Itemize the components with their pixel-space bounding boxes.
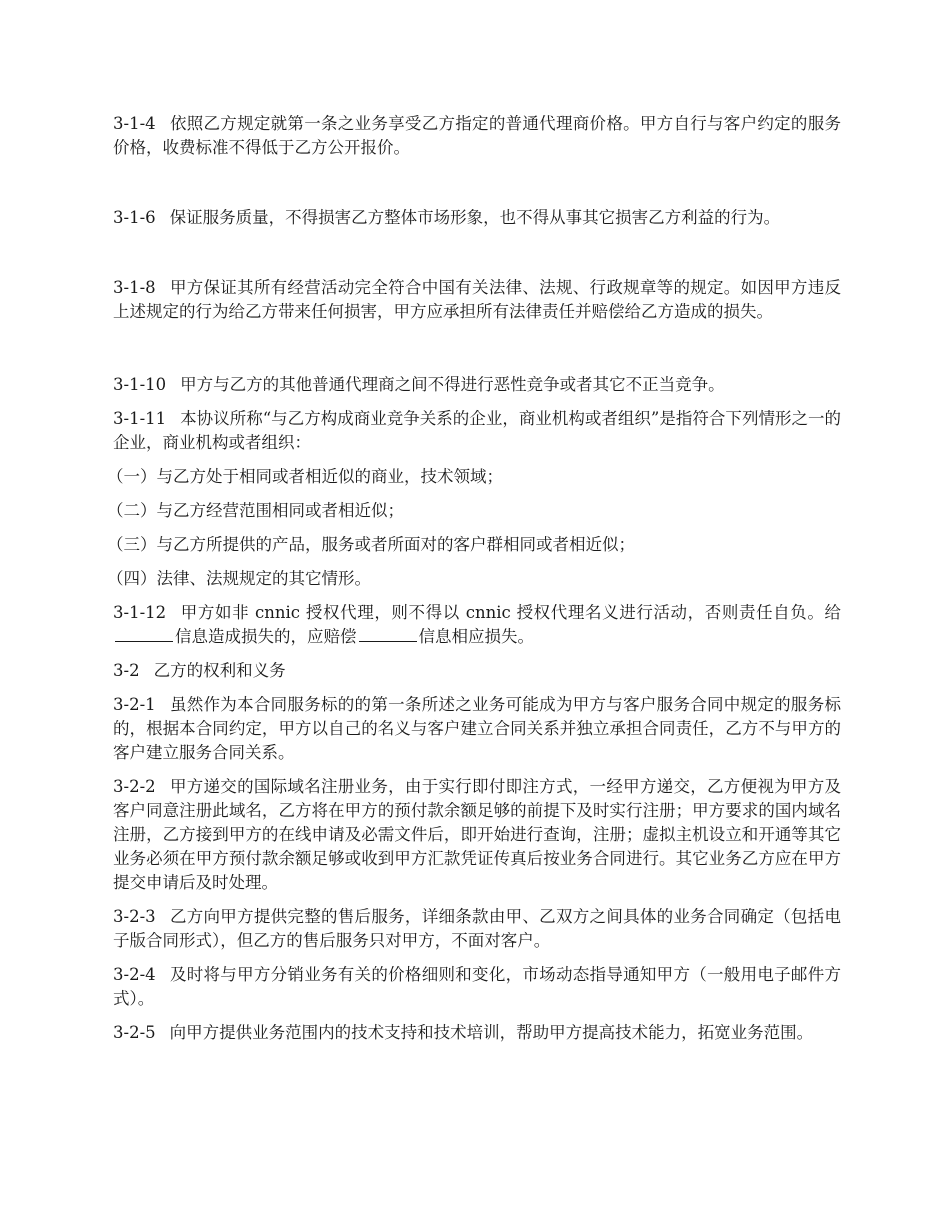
list-item: （三）与乙方所提供的产品，服务或者所面对的客户群相同或者相近似； bbox=[107, 535, 635, 554]
clause-3-2-3 bbox=[113, 905, 841, 953]
section-title: 乙方的权利和义务 bbox=[153, 661, 286, 680]
clause-text: 甲方与乙方的其他普通代理商之间不得进行恶性竞争或者其它不正当竞争。 bbox=[180, 375, 725, 394]
clause-number: 3-2-1 bbox=[113, 695, 156, 714]
clause-number: 3-1-11 bbox=[113, 409, 167, 428]
clause-number: 3-1-8 bbox=[113, 278, 156, 297]
clause-3-2-1 bbox=[113, 693, 841, 765]
blank-line bbox=[115, 625, 173, 642]
clause-number: 3-2-5 bbox=[113, 1023, 156, 1042]
document-page bbox=[107, 112, 841, 1045]
clause-number: 3-2-2 bbox=[113, 777, 156, 796]
clause-3-2-2 bbox=[113, 775, 841, 895]
section-heading bbox=[113, 659, 841, 683]
clause-text-part3: 信息相应损失。 bbox=[418, 627, 534, 646]
clause-text: 保证服务质量，不得损害乙方整体市场形象，也不得从事其它损害乙方利益的行为。 bbox=[169, 208, 781, 227]
list-item: （一）与乙方处于相同或者相近似的商业，技术领域； bbox=[107, 467, 503, 486]
clause-text-part2: 信息造成损失的，应赔偿 bbox=[175, 627, 357, 646]
clause-3-1-4 bbox=[113, 112, 841, 160]
clause-text: 甲方保证其所有经营活动完全符合中国有关法律、法规、行政规章等的规定。如因甲方违反上述规定的行为给乙方带来任何损害，甲方应承担所有法律责任并赔偿给乙方造成的损失。 bbox=[113, 278, 841, 321]
clause-3-1-12 bbox=[113, 601, 841, 649]
clause-number: 3-2-3 bbox=[113, 907, 156, 926]
blank-line bbox=[359, 625, 417, 642]
list-item: （二）与乙方经营范围相同或者相近似； bbox=[107, 501, 404, 520]
clause-number: 3-1-10 bbox=[113, 375, 167, 394]
clause-3-1-6 bbox=[113, 206, 841, 230]
clause-number: 3-1-4 bbox=[113, 114, 156, 133]
clause-3-2-4 bbox=[113, 963, 841, 1011]
clause-text-part1: 甲方如非 cnnic 授权代理，则不得以 cnnic 授权代理名义进行活动，否则责任自负。给 bbox=[180, 603, 841, 622]
clause-3-1-10 bbox=[113, 373, 841, 397]
clause-3-1-8 bbox=[113, 276, 841, 324]
clause-text: 本协议所称“与乙方构成商业竞争关系的企业，商业机构或者组织”是指符合下列情形之一的企业，商业机构或者组织： bbox=[113, 409, 841, 452]
clause-3-2-5 bbox=[113, 1021, 841, 1045]
clause-text: 向甲方提供业务范围内的技术支持和技术培训，帮助甲方提高技术能力，拓宽业务范围。 bbox=[169, 1023, 814, 1042]
clause-3-1-11 bbox=[113, 407, 841, 455]
list-item: （四）法律、法规规定的其它情形。 bbox=[107, 569, 371, 588]
clause-text: 依照乙方规定就第一条之业务享受乙方指定的普通代理商价格。甲方自行与客户约定的服务价格，收费标准不得低于乙方公开报价。 bbox=[113, 114, 841, 157]
clause-number: 3-1-6 bbox=[113, 208, 156, 227]
clause-text: 及时将与甲方分销业务有关的价格细则和变化，市场动态指导通知甲方（一般用电子邮件方式）。 bbox=[113, 965, 841, 1008]
clause-number: 3-2-4 bbox=[113, 965, 156, 984]
clause-text: 乙方向甲方提供完整的售后服务，详细条款由甲、乙双方之间具体的业务合同确定（包括电子版合同形式），但乙方的售后服务只对甲方，不面对客户。 bbox=[113, 907, 841, 950]
clause-number: 3-1-12 bbox=[113, 603, 167, 622]
clause-text: 甲方递交的国际域名注册业务，由于实行即付即注方式，一经甲方递交，乙方便视为甲方及客户同意注册此域名，乙方将在甲方的预付款余额足够的前提下及时实行注册；甲方要求的国内域名注册，乙方接到甲方的在线申请及必需文件后，即开始进行查询，注册；虚拟主机设立和开通等其它业务必须在甲方预付款余额足够或收到甲方汇款凭证传真后按业务合同进行。其它业务乙方应在甲方提交申请后及时处理。 bbox=[113, 777, 841, 892]
section-number: 3-2 bbox=[113, 661, 140, 680]
clause-text: 虽然作为本合同服务标的的第一条所述之业务可能成为甲方与客户服务合同中规定的服务标的，根据本合同约定，甲方以自己的名义与客户建立合同关系并独立承担合同责任，乙方不与甲方的客户建立服务合同关系。 bbox=[113, 695, 841, 762]
